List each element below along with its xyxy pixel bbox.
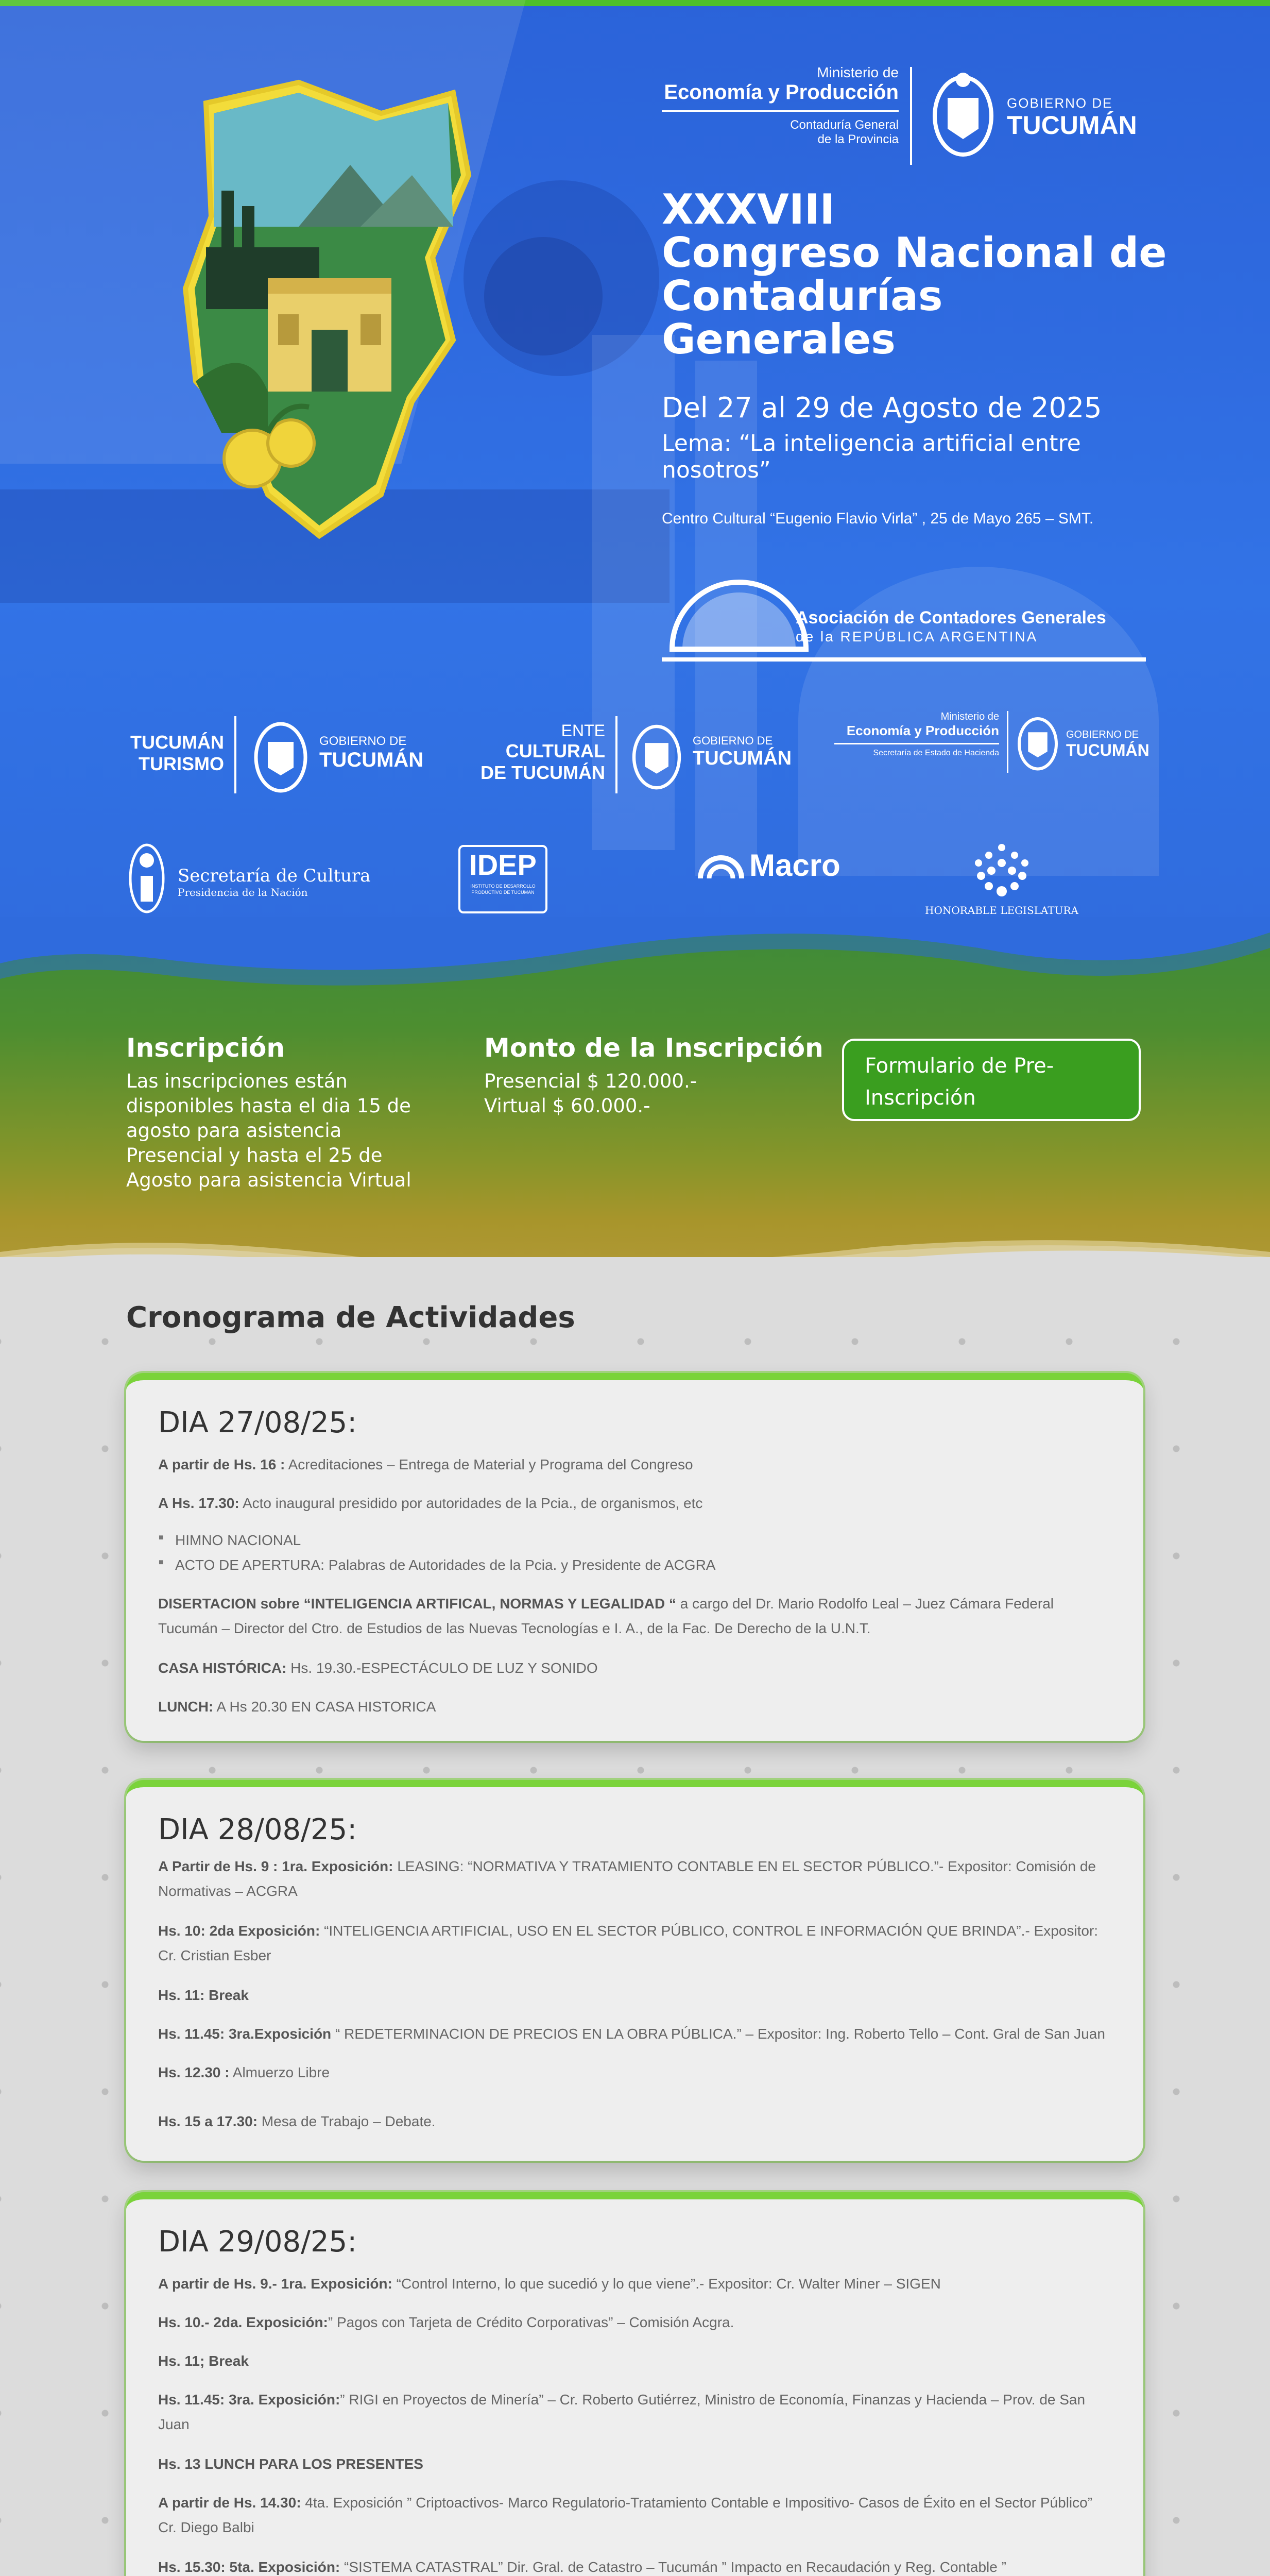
registration-band [0, 917, 1270, 1288]
day-card-27 [126, 1373, 1143, 1741]
monto-virtual: Virtual $ 60.000.- [484, 1095, 650, 1117]
event-lema: Lema: “La inteligencia artificial entre nosotros” [662, 430, 1081, 483]
gobierno-tucuman-logo: GOBIERNO DE TUCUMÁN [1007, 95, 1137, 140]
activity-item: Hs. 11; Break [158, 2353, 249, 2369]
activity-item: Hs. 11.45: 3ra.Exposición “ REDETERMINACION DE PRECIOS EN LA OBRA PÚBLICA.” – Expositor: Ing. Roberto Tello – Cont. Gral de San Juan [158, 2026, 1105, 2042]
pre-inscripcion-form-button[interactable] [842, 1039, 1141, 1121]
sponsor-legislatura: HONORABLE LEGISLATURA [925, 904, 1078, 917]
sun-emblem-icon [126, 840, 167, 917]
activity-item: A Partir de Hs. 9 : 1ra. Exposición: LEASING: “NORMATIVA Y TRATAMIENTO CONTABLE EN EL SECTOR PÚBLICO.”- Expositor: Comisión de Normativas – ACGRA [158, 1858, 1096, 1899]
monto-presencial: Presencial $ 120.000.- [484, 1070, 697, 1092]
activity-item: Hs. 12.30 : Almuerzo Libre [158, 2064, 330, 2080]
gobierno-tucuman-logo: GOBIERNO DE TUCUMÁN [319, 734, 424, 771]
title-line-2: Congreso Nacional de [662, 229, 1167, 277]
activity-item: A partir de Hs. 16 : Acreditaciones – Entrega de Material y Programa del Congreso [158, 1456, 693, 1472]
sponsor-divider [234, 716, 236, 793]
coat-of-arms-icon [628, 716, 685, 793]
monto-block [484, 1033, 845, 1118]
pre-inscripcion-form-label: Formulario de Pre-Inscripción [865, 1054, 1054, 1110]
title-line-4: Generales [662, 315, 896, 363]
day-card-29 [126, 2192, 1143, 2576]
acgra-name: Asociación de Contadores Generales [796, 608, 1106, 628]
activity-item: A partir de Hs. 14.30: 4ta. Exposición ” Criptoactivos- Marco Regulatorio-Tratamiento Contable e Impositivo- Casos de Éxito en el Sector Público” Cr. Diego Balbi [158, 2495, 1093, 2535]
inscripcion-body: Las inscripciones están disponibles hasta el dia 15 de agosto para asistencia Presencial y hasta el 25 de Agosto para asistencia Virtual [126, 1070, 411, 1191]
day-heading: DIA 27/08/25: [158, 1406, 357, 1439]
activity-bullet: ■ HIMNO NACIONAL [175, 1532, 301, 1549]
activity-item: Hs. 13 LUNCH PARA LOS PRESENTES [158, 2456, 423, 2472]
ministry-logo: Ministerio de Economía y Producción Contaduría General de la Provincia [662, 64, 899, 147]
coat-of-arms-icon [1015, 711, 1061, 773]
activity-item: LUNCH: A Hs 20.30 EN CASA HISTORICA [158, 1699, 436, 1715]
coat-of-arms-icon [927, 67, 999, 160]
activity-item: Hs. 15 a 17.30: Mesa de Trabajo – Debate. [158, 2113, 436, 2129]
acgra-subname: de la REPÚBLICA ARGENTINA [796, 629, 1038, 645]
monto-title: Monto de la Inscripción [484, 1033, 823, 1063]
tucuman-map-illustration [165, 72, 484, 546]
sponsor-divider [615, 716, 617, 793]
wave-top-decoration [0, 917, 1270, 989]
sponsor-economia: Ministerio de Economía y Producción Secretaría de Estado de Hacienda [834, 711, 999, 758]
gobierno-tucuman-logo: GOBIERNO DE TUCUMÁN [693, 734, 792, 769]
event-dates: Del 27 al 29 de Agosto de 2025 [662, 392, 1102, 424]
activity-bullet: ■ ACTO DE APERTURA: Palabras de Autoridades de la Pcia. y Presidente de ACGRA [175, 1557, 715, 1573]
sponsor-tucuman-turismo: TUCUMÁN TURISMO [130, 732, 224, 774]
sponsor-divider [1007, 711, 1008, 773]
day-card-28 [126, 1780, 1143, 2161]
activity-item: A Hs. 17.30: Acto inaugural presidido por autoridades de la Pcia., de organismos, etc [158, 1495, 703, 1511]
event-title [662, 185, 1177, 363]
activity-item: Hs. 11.45: 3ra. Exposición:” RIGI en Proyectos de Minería” – Cr. Roberto Gutiérrez, Ministro de Economía, Finanzas y Hacienda – Prov. de San Juan [158, 2392, 1086, 2432]
activity-item: A partir de Hs. 9.- 1ra. Exposición: “Control Interno, lo que sucedió y lo que viene”.- Expositor: Cr. Walter Miner – SIGEN [158, 2276, 941, 2292]
sponsor-macro: Macro [749, 848, 840, 883]
legislatura-logo-icon [960, 840, 1043, 902]
sponsor-idep: IDEP INSTITUTO DE DESARROLLO PRODUCTIVO DE TUCUMÁN [458, 845, 547, 913]
inscripcion-block [126, 1033, 435, 1193]
sponsor-secretaria-cultura: Secretaría de Cultura Presidencia de la Nación [178, 866, 371, 899]
title-line-3: Contadurías [662, 272, 943, 320]
activity-item: CASA HISTÓRICA: Hs. 19.30.-ESPECTÁCULO DE LUZ Y SONIDO [158, 1660, 598, 1676]
coat-of-arms-icon [250, 716, 312, 793]
gobierno-tucuman-logo: GOBIERNO DE TUCUMÁN [1066, 729, 1149, 759]
logo-divider [910, 67, 912, 165]
activity-item: Hs. 10: 2da Exposición: “INTELIGENCIA ARTIFICIAL, USO EN EL SECTOR PÚBLICO, CONTROL E INFORMACIÓN QUE BRINDA”.- Expositor: Cr. Cristian Esber [158, 1923, 1099, 1963]
building-crest-decoration [484, 237, 603, 355]
day-heading: DIA 29/08/25: [158, 2225, 357, 2259]
macro-logo-icon [698, 850, 744, 881]
hero-section [0, 0, 1270, 989]
inscripcion-title: Inscripción [126, 1033, 285, 1063]
event-venue: Centro Cultural “Eugenio Flavio Virla” , 25 de Mayo 265 – SMT. [662, 510, 1094, 527]
title-line-1: XXXVIII [662, 185, 835, 233]
cronograma-section [0, 1257, 1270, 2576]
activity-item: Hs. 15.30: 5ta. Exposición: “SISTEMA CATASTRAL” Dir. Gral. de Catastro – Tucumán ” Impacto en Recaudación y Reg. Contable ” [158, 2559, 1006, 2575]
cronograma-title: Cronograma de Actividades [126, 1301, 575, 1334]
activity-item: Hs. 10.- 2da. Exposición:” Pagos con Tarjeta de Crédito Corporativas” – Comisión Acgra. [158, 2314, 734, 2330]
activity-item: DISERTACION sobre “INTELIGENCIA ARTIFICAL, NORMAS Y LEGALIDAD “ a cargo del Dr. Mario Rodolfo Leal – Juez Cámara Federal Tucumán – Director del Ctro. de Estudios de las Nuevas Tecnologías e I. A., de la Fac. De Derecho de la U.N.T. [158, 1596, 1054, 1636]
day-heading: DIA 28/08/25: [158, 1813, 357, 1846]
activity-item: Hs. 11: Break [158, 1987, 249, 2003]
sponsor-ente-cultural: ENTE CULTURAL DE TUCUMÁN [480, 721, 605, 783]
